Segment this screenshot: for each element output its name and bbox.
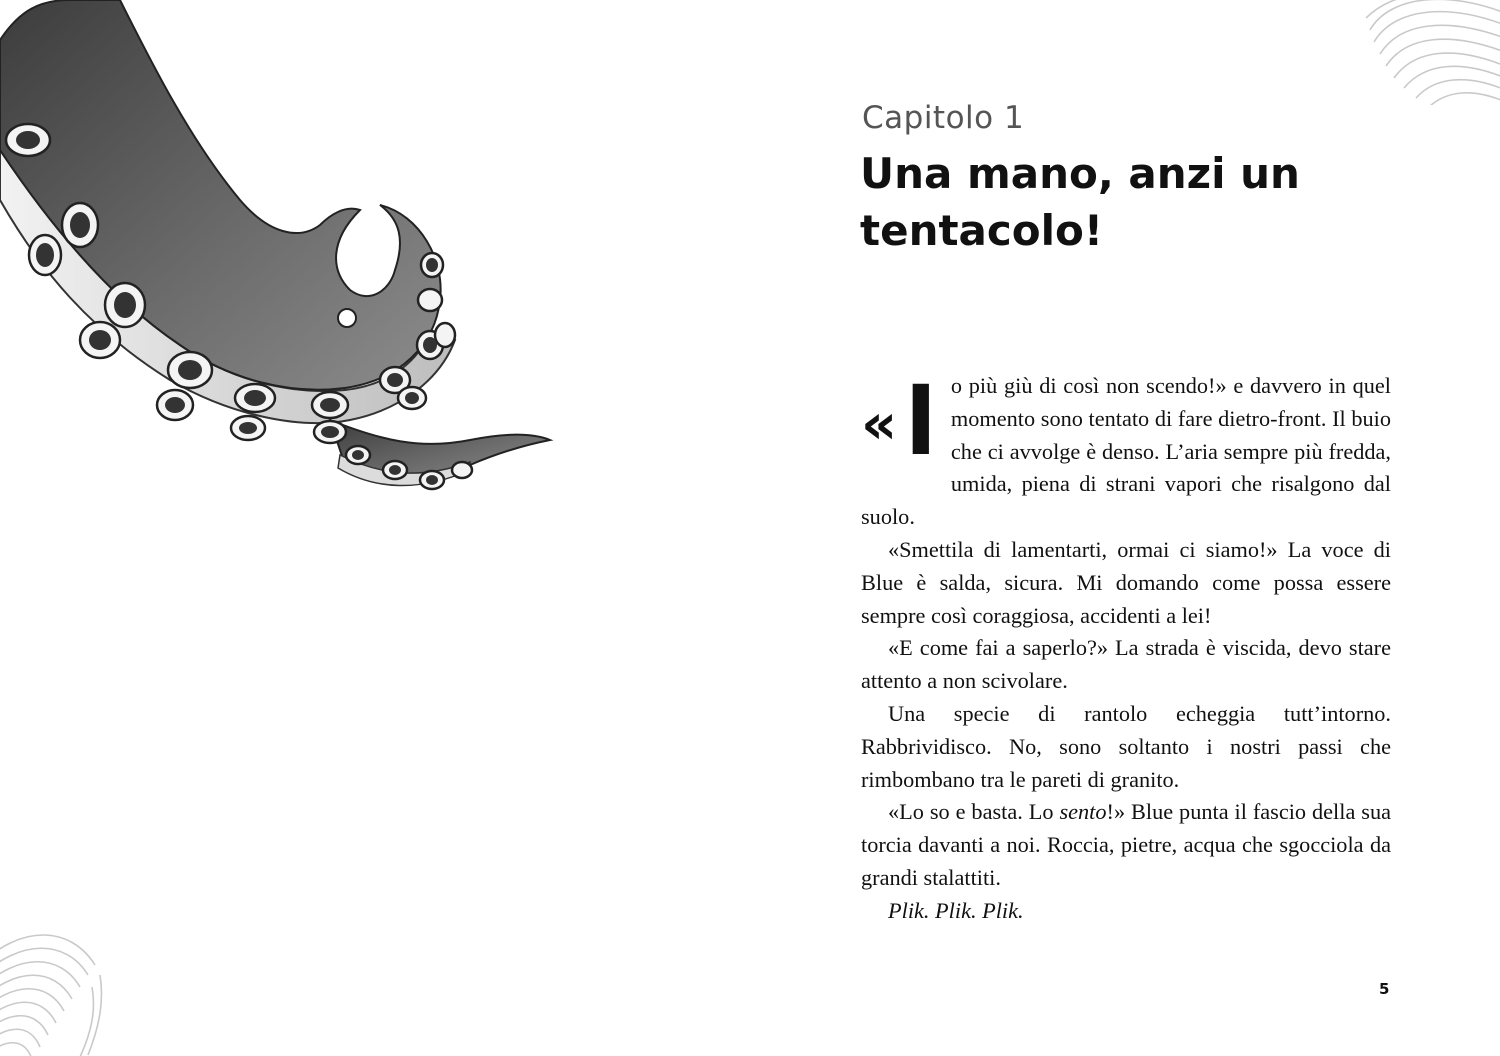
paragraph — [861, 632, 1391, 698]
emphasis: sento — [1059, 799, 1107, 825]
paragraph — [861, 796, 1391, 894]
paragraph-text: «E come fai a saperlo?» La strada è viscida, devo stare attento a non scivolare. — [861, 635, 1391, 694]
paragraph-text: o più giù di così non scendo!» e davvero in quel momento sono tentato di fare dietro-front. Il buio che ci avvolge è denso. L’aria sempre più fredda, umida, piena di strani vapori che risalgono dal suolo. — [861, 373, 1391, 530]
paragraph-text: «Lo so e basta. Lo — [888, 799, 1060, 825]
paragraph-text: Una specie di rantolo echeggia tutt’intorno. Rabbrividisco. No, sono soltanto i nostri passi che rimbombano tra le pareti di granito. — [861, 700, 1391, 792]
onomatopoeia: Plik. Plik. Plik. — [888, 897, 1024, 923]
chapter-body — [861, 365, 1391, 928]
right-page — [750, 0, 1500, 1056]
chapter-title: Una mano, anzi un tentacolo! — [860, 149, 1300, 255]
paragraph — [861, 365, 1391, 534]
fingerprint-decoration-icon — [1360, 0, 1500, 105]
drop-cap — [861, 365, 939, 477]
octopus-tentacle-illustration — [0, 0, 560, 510]
drop-cap-letter: I — [904, 365, 938, 477]
drop-cap-quote: « — [861, 392, 894, 457]
paragraph-text: !» Blue punta il fascio della sua torcia davanti a noi. Roccia, pietre, acqua che sgocciola da grandi stalattiti. — [861, 799, 1391, 890]
chapter-label: Capitolo 1 — [862, 100, 1025, 136]
fingerprint-decoration-icon — [0, 905, 110, 1056]
paragraph — [861, 895, 1391, 928]
paragraph — [861, 698, 1391, 796]
paragraph — [861, 534, 1391, 632]
paragraph-text: «Smettila di lamentarti, ormai ci siamo!» La voce di Blue è salda, sicura. Mi domando come possa essere sempre così coraggiosa, accidenti a lei! — [861, 536, 1391, 628]
page-number: 5 — [1379, 980, 1390, 998]
